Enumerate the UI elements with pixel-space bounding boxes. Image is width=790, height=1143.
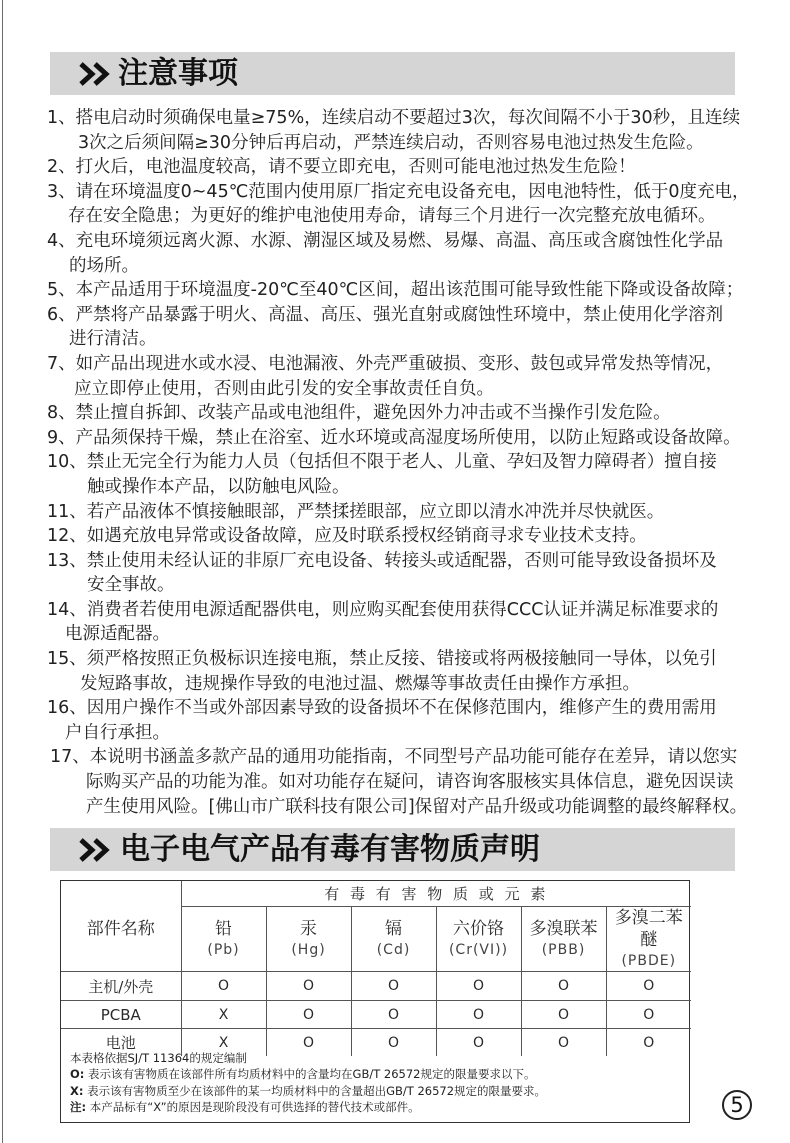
notice-item-10 bbox=[47, 450, 747, 499]
substance-header-cr6 bbox=[436, 907, 521, 972]
notice-line: 9、产品须保持干燥，禁止在浴室、近水环境或高湿度场所使用，以防止短路或设备故障。 bbox=[47, 427, 741, 448]
notice-item-5 bbox=[47, 278, 747, 303]
notice-item-17 bbox=[47, 745, 747, 819]
substance-name: 铅 bbox=[215, 919, 232, 939]
notice-line: 3、请在环境温度0~45℃范围内使用原厂指定充电设备充电，因电池特性，低于0度充电， bbox=[47, 181, 750, 202]
footnote-prefix: O: bbox=[70, 1067, 85, 1082]
mark-cell: O bbox=[266, 1001, 351, 1029]
notice-line: 3次之后须间隔≥30分钟后再启动，严禁连续启动，否则容易电池过热发生危险。 bbox=[78, 132, 704, 153]
footnote-text: 本表格依据SJ/T 11364的规定编制 bbox=[70, 1051, 247, 1065]
footnote-text: 表示该有害物质至少在该部件的某一均质材料中的含量超出GB/T 26572规定的限量要求。 bbox=[87, 1083, 547, 1098]
notice-item-7 bbox=[47, 352, 747, 401]
substance-name: 镉 bbox=[385, 919, 402, 939]
notice-line: 2、打火后，电池温度较高，请不要立即充电，否则可能电池过热发生危险！ bbox=[47, 157, 636, 178]
declaration-banner bbox=[50, 828, 735, 871]
precautions-list bbox=[47, 106, 750, 819]
part-name-cell: PCBA bbox=[61, 1001, 181, 1029]
notice-item-12 bbox=[47, 524, 747, 549]
part-name-cell: 电池 bbox=[61, 1029, 181, 1057]
footnote-basis bbox=[70, 1050, 680, 1066]
notice-line: 13、禁止使用未经认证的非原厂充电设备、转接头或适配器，否则可能导致设备损坏及 bbox=[47, 550, 717, 571]
notice-line: 应立即停止使用，否则由此引发的安全事故责任自负。 bbox=[74, 378, 494, 399]
mark-cell: O bbox=[521, 1001, 606, 1029]
footnote-text: 本产品标有“X”的原因是现阶段没有可供选择的替代技术或部件。 bbox=[89, 1099, 420, 1114]
notice-line: 6、严禁将产品暴露于明火、高温、高压、强光直射或腐蚀性环境中，禁止使用化学溶剂 bbox=[47, 304, 724, 325]
double-chevron-icon bbox=[78, 61, 112, 87]
mark-cell: O bbox=[606, 1001, 691, 1029]
mark-cell: O bbox=[606, 1029, 691, 1057]
notice-item-4 bbox=[47, 229, 747, 278]
mark-cell: O bbox=[181, 972, 266, 1001]
notice-line: 电源适配器。 bbox=[65, 624, 170, 645]
footnote-note bbox=[70, 1099, 680, 1115]
table-footnotes bbox=[70, 1050, 680, 1115]
notice-line: 安全事故。 bbox=[87, 575, 175, 596]
notice-line: 16、因用户操作不当或外部因素导致的设备损坏不在保修范围内，维修产生的费用需用 bbox=[47, 698, 717, 719]
substance-symbol: (Hg) bbox=[291, 942, 326, 958]
footnote-text: 表示该有害物质在该部件所有均质材料中的含量均在GB/T 26572规定的限量要求以下。 bbox=[88, 1067, 536, 1082]
notice-line: 7、如产品出现进水或水浸、电池漏液、外壳严重破损、变形、鼓包或异常发热等情况， bbox=[47, 353, 724, 374]
notice-line: 发短路事故，违规操作导致的电池过温、燃爆等事故责任由操作方承担。 bbox=[80, 673, 640, 694]
mark-cell: O bbox=[266, 1029, 351, 1057]
notice-line: 8、禁止擅自拆卸、改装产品或电池组件，避免因外力冲击或不当操作引发危险。 bbox=[47, 403, 671, 424]
notice-line: 5、本产品适用于环境温度-20℃至40℃区间，超出该范围可能导致性能下降或设备故障； bbox=[47, 280, 744, 301]
substance-symbol: (PBB) bbox=[541, 942, 586, 958]
mark-cell: O bbox=[351, 972, 436, 1001]
mark-cell: O bbox=[521, 1029, 606, 1057]
substance-header-hg bbox=[266, 907, 351, 972]
notice-item-2 bbox=[47, 155, 747, 180]
substance-name: 多溴联苯 bbox=[529, 919, 598, 939]
notice-line: 1、搭电启动时须确保电量≥75%，连续启动不要超过3次，每次间隔不小于30秒，且连续 bbox=[47, 108, 741, 128]
substance-header-cd bbox=[351, 907, 436, 972]
notice-line: 17、本说明书涵盖多款产品的通用功能指南，不同型号产品功能可能存在差异，请以您实 bbox=[50, 747, 738, 768]
page-edge-line bbox=[2, 0, 3, 1143]
notice-item-15 bbox=[47, 647, 747, 696]
notice-line: 4、充电环境须远离火源、水源、潮湿区域及易燃、易爆、高温、高压或含腐蚀性化学品 bbox=[47, 230, 724, 251]
notice-line: 际购买产品的功能为准。如对功能存在疑问，请咨询客服核实具体信息，避免因误读 bbox=[86, 772, 734, 793]
notice-line: 存在安全隐患；为更好的维护电池使用寿命，请每三个月进行一次完整充放电循环。 bbox=[68, 206, 716, 227]
notice-line: 户自行承担。 bbox=[65, 722, 170, 743]
notice-item-11 bbox=[47, 500, 747, 525]
page-number-text: 5 bbox=[730, 1093, 744, 1117]
table-header-row bbox=[61, 881, 691, 907]
notice-line: 进行清洁。 bbox=[69, 329, 157, 350]
notice-item-9 bbox=[47, 426, 747, 451]
notice-item-13 bbox=[47, 549, 747, 598]
table-row bbox=[61, 972, 691, 1001]
mark-cell: O bbox=[436, 972, 521, 1001]
notice-item-3 bbox=[47, 180, 750, 229]
part-name-cell: 主机/外壳 bbox=[61, 972, 181, 1001]
substance-header-pbde bbox=[606, 907, 691, 972]
mark-cell: O bbox=[606, 972, 691, 1001]
footnote-prefix: X: bbox=[70, 1083, 84, 1098]
part-name-header: 部件名称 bbox=[61, 881, 181, 972]
notice-line: 10、禁止无完全行为能力人员（包括但不限于老人、儿童、孕妇及智力障碍者）擅自接 bbox=[47, 452, 717, 473]
substance-header-pbb bbox=[521, 907, 606, 972]
notice-item-16 bbox=[47, 696, 747, 745]
substance-group-header: 有 毒 有 害 物 质 或 元 素 bbox=[181, 881, 691, 907]
substance-symbol: (Cd) bbox=[376, 942, 411, 958]
notice-line: 触或操作本产品，以防触电风险。 bbox=[87, 476, 350, 497]
notice-item-6 bbox=[47, 303, 747, 352]
notice-line: 产生使用风险。[佛山市广联科技有限公司]保留对产品升级或功能调整的最终解释权。 bbox=[86, 796, 748, 817]
notice-line: 11、若产品液体不慎接触眼部，严禁揉搓眼部，应立即以清水冲洗并尽快就医。 bbox=[47, 501, 665, 522]
notice-item-1 bbox=[47, 106, 747, 155]
notice-line: 的场所。 bbox=[69, 255, 139, 276]
declaration-title: 电子电气产品有毒有害物质声明 bbox=[120, 832, 540, 867]
substance-symbol: (PBDE) bbox=[621, 953, 677, 969]
mark-cell: O bbox=[521, 972, 606, 1001]
hazardous-substance-table bbox=[61, 881, 691, 1056]
substance-name: 汞 bbox=[300, 919, 317, 939]
notice-line: 12、如遇充放电异常或设备故障，应及时联系授权经销商寻求专业技术支持。 bbox=[47, 526, 647, 547]
notice-line: 14、消费者若使用电源适配器供电，则应购买配套使用获得CCC认证并满足标准要求的 bbox=[47, 599, 719, 620]
substance-symbol: (Pb) bbox=[207, 942, 240, 958]
notice-item-14 bbox=[47, 598, 747, 647]
substance-symbol: (Cr(VI)) bbox=[448, 942, 509, 958]
mark-cell: O bbox=[436, 1029, 521, 1057]
precautions-banner bbox=[50, 52, 735, 95]
footnote-x bbox=[70, 1083, 680, 1099]
footnote-prefix: 注: bbox=[70, 1099, 87, 1114]
double-chevron-icon bbox=[78, 837, 112, 863]
mark-cell: X bbox=[181, 1001, 266, 1029]
mark-cell: O bbox=[436, 1001, 521, 1029]
notice-item-8 bbox=[47, 401, 747, 426]
hazardous-substance-box bbox=[60, 880, 690, 1123]
footnote-o bbox=[70, 1066, 680, 1082]
substance-name: 六价铬 bbox=[453, 919, 504, 939]
mark-cell: X bbox=[181, 1029, 266, 1057]
page-number bbox=[722, 1090, 752, 1120]
precautions-title: 注意事项 bbox=[118, 56, 238, 91]
table-row bbox=[61, 1001, 691, 1029]
notice-line: 15、须严格按照正负极标识连接电瓶，禁止反接、错接或将两极接触同一导体，以免引 bbox=[47, 649, 717, 670]
substance-header-pb bbox=[181, 907, 266, 972]
mark-cell: O bbox=[351, 1001, 436, 1029]
mark-cell: O bbox=[266, 972, 351, 1001]
substance-name: 多溴二苯醚 bbox=[614, 908, 683, 950]
mark-cell: O bbox=[351, 1029, 436, 1057]
